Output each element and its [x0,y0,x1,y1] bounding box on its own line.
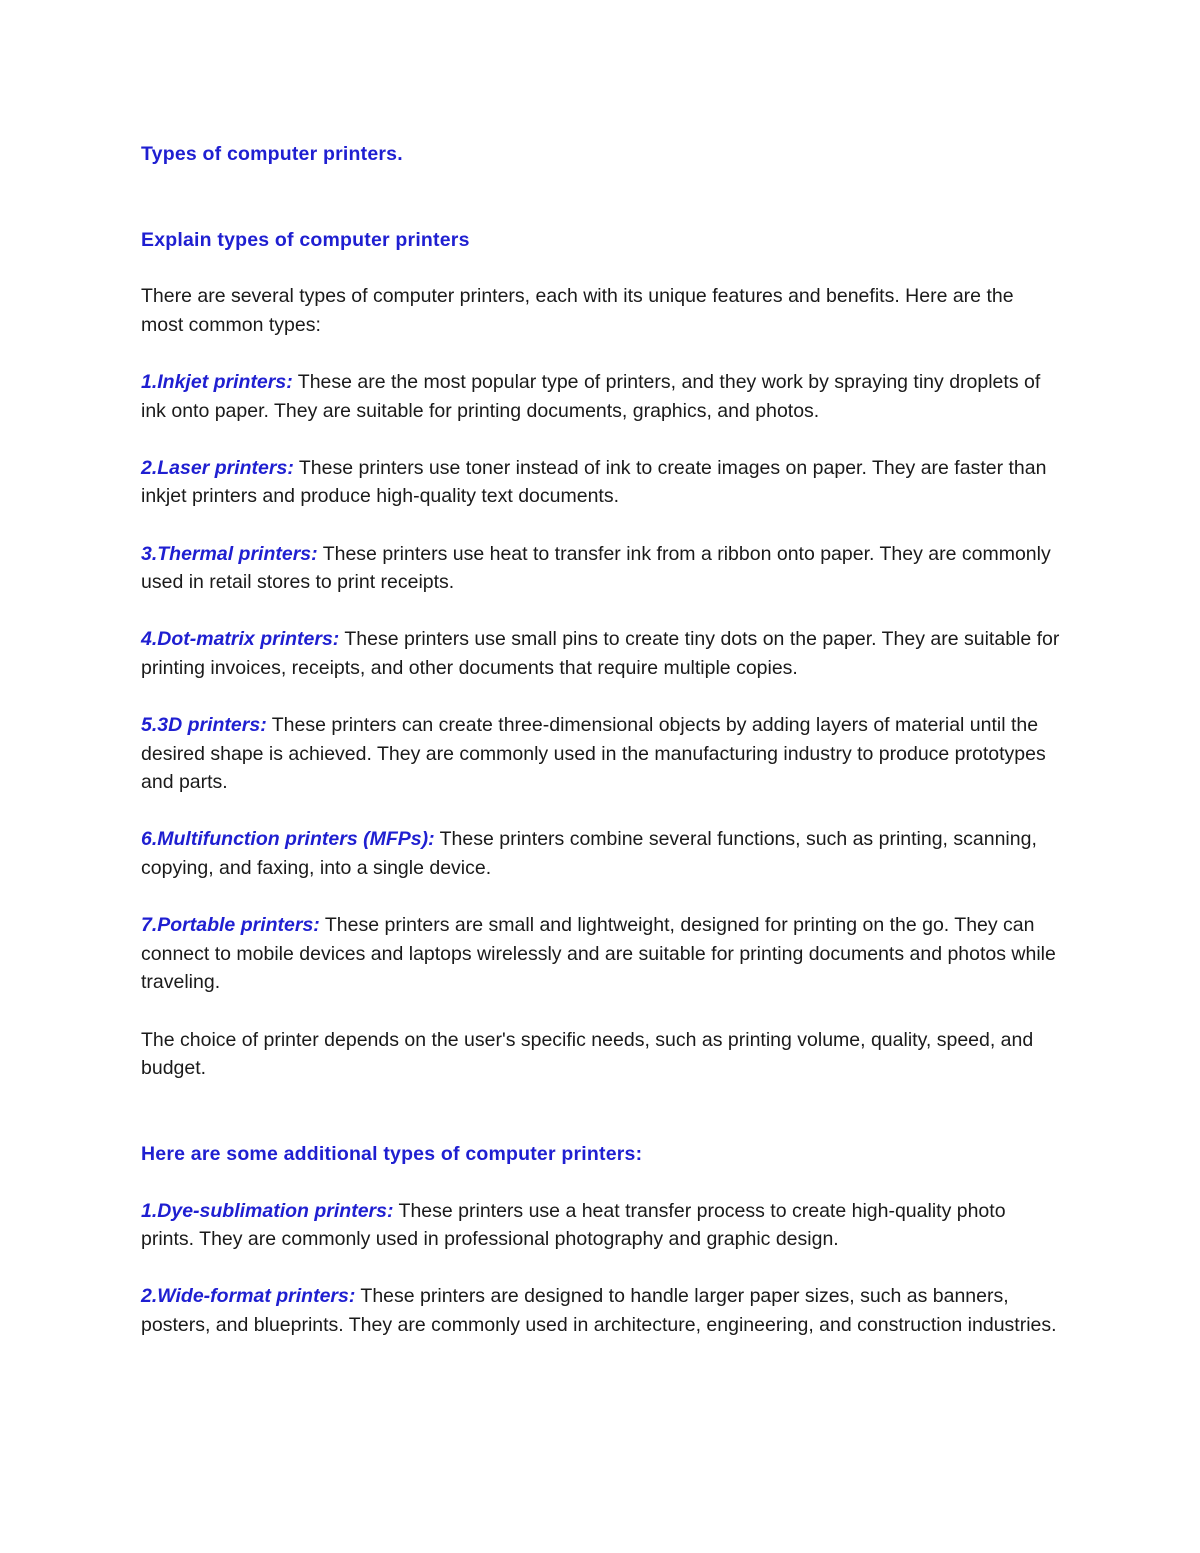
list-item-inkjet [141,368,1061,425]
list-item-wide-format [141,1282,1061,1339]
term-description: These printers use a heat transfer process to create high-quality photo prints. They are commonly used in professional photography and graphic design. [141,1199,1006,1251]
term-description: These printers use heat to transfer ink from a ribbon onto paper. They are commonly used in retail stores to print receipts. [141,542,1051,594]
section-heading-explain: Explain types of computer printers [141,228,470,251]
term-description: These printers use small pins to create tiny dots on the paper. They are suitable for printing invoices, receipts, and other documents that require multiple copies. [141,628,1060,679]
term-label: 5.3D printers: [141,714,267,737]
list-item-dye-sublimation [141,1197,1061,1254]
term-description: These are the most popular type of printers, and they work by spraying tiny droplets of ink onto paper. They are suitable for printing documents, graphics, and photos. [141,370,1041,422]
term-description: These printers can create three-dimensional objects by adding layers of material until the desired shape is achieved. They are commonly used in the manufacturing industry to produce prototypes and parts. [141,714,1046,794]
term-label: 3.Thermal printers: [141,542,318,565]
list-item-3d [141,711,1061,797]
term-label: 1.Dye-sublimation printers: [141,1199,394,1222]
section-heading-additional: Here are some additional types of computer printers: [141,1143,643,1165]
list-item-multifunction [141,825,1061,882]
term-label: 6.Multifunction printers (MFPs): [141,828,435,851]
list-item-dot-matrix [141,625,1061,682]
conclusion-paragraph: The choice of printer depends on the user's specific needs, such as printing volume, quality, speed, and budget. [141,1028,1034,1080]
term-label: 2.Laser printers: [141,456,294,479]
term-label: 2.Wide-format printers: [141,1285,356,1308]
term-label: 7.Portable printers: [141,914,320,937]
term-description: These printers are small and lightweight, designed for printing on the go. They can connect to mobile devices and laptops wirelessly and are suitable for printing documents and photos while traveling. [141,914,1056,994]
term-description: These printers use toner instead of ink to create images on paper. They are faster than inkjet printers and produce high-quality text documents. [141,456,1047,508]
document-title: Types of computer printers. [141,143,403,165]
term-label: 1.Inkjet printers: [141,370,293,393]
term-description: These printers combine several functions, such as printing, scanning, copying, and faxing, into a single device. [141,828,1037,880]
intro-paragraph: There are several types of computer printers, each with its unique features and benefits. Here are the most common types: [141,285,1014,336]
document-page [141,140,1061,1368]
list-item-laser [141,454,1061,511]
term-description: These printers are designed to handle larger paper sizes, such as banners, posters, and blueprints. They are commonly used in architecture, engineering, and construction industries. [141,1285,1057,1336]
section-spacer [141,1111,1061,1140]
term-label: 4.Dot-matrix printers: [141,628,340,651]
list-item-thermal [141,540,1061,597]
list-item-portable [141,911,1061,997]
